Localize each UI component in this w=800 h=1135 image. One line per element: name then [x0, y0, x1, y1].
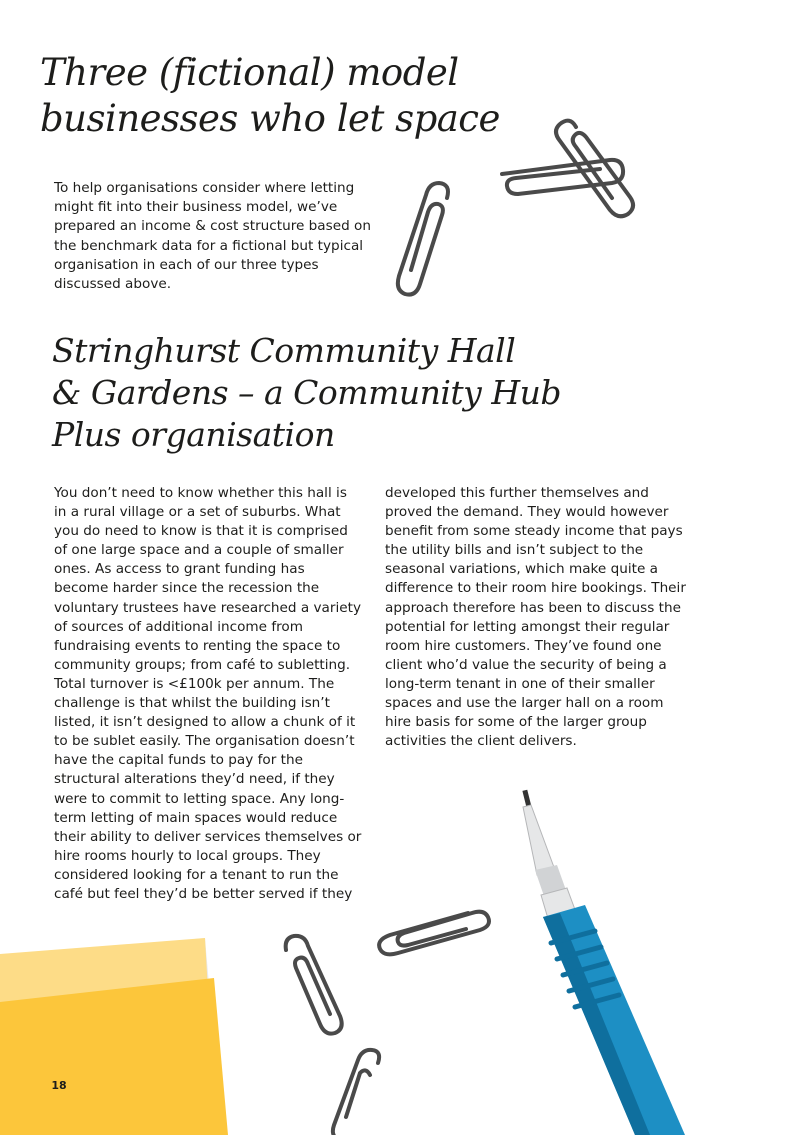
page-title	[40, 50, 500, 142]
page-title-line: businesses who let space	[40, 97, 500, 140]
section-title-line: Plus organisation	[52, 415, 335, 454]
section-title-line: Stringhurst Community Hall	[52, 331, 516, 370]
notebook-icon	[0, 930, 240, 1135]
paperclip-icon	[322, 1045, 392, 1135]
page-title-line: Three (fictional) model	[40, 51, 459, 94]
intro-paragraph: To help organisations consider where letting might fit into their business model, we’ve prepared an income & cost structure based on the benchmark data for a fictional but typical organisation in each of our three types discussed above.	[54, 180, 371, 293]
body-column-left: You don’t need to know whether this hall is in a rural village or a set of suburbs. What you do need to know is that it is comprised of one large space and a couple of smaller ones. As access to grant funding has become harder since the recession the voluntary trustees have researched a variety of sources of additional income from fundraising events to renting the space to community groups; from café to subletting. Total turnover is <£100k per annum. The challenge is that whilst the building isn’t listed, it isn’t designed to allow a chunk of it to be sublet easily. The organisation doesn’t have the capital funds to pay for the structural alterations they’d need, if they were to commit to letting space. Any long-term letting of main spaces would reduce their ability to deliver services themselves or hire rooms hourly to local groups. They considered looking for a tenant to run the café but feel they’d be better served if they	[54, 485, 362, 902]
page-number: 18	[51, 1079, 67, 1092]
pen-icon	[515, 785, 695, 1135]
paperclip-icon	[490, 112, 640, 222]
body-column-right: developed this further themselves and proved the demand. They would however benefit from some steady income that pays the utility bills and isn’t subject to the seasonal variations, which make quite a difference to their room hire bookings. Their approach therefore has been to discuss the potential for letting amongst their regular room hire customers. They’ve found one client who’d value the security of being a long-term tenant in one of their smaller spaces and use the larger hall on a room hire basis for some of the larger group activities the client delivers.	[385, 485, 686, 750]
section-title-line: & Gardens – a Community Hub	[52, 373, 561, 412]
paperclip-icon	[385, 178, 465, 303]
paperclip-icon	[278, 930, 358, 1040]
section-title	[52, 330, 612, 456]
paperclip-icon	[368, 905, 498, 960]
